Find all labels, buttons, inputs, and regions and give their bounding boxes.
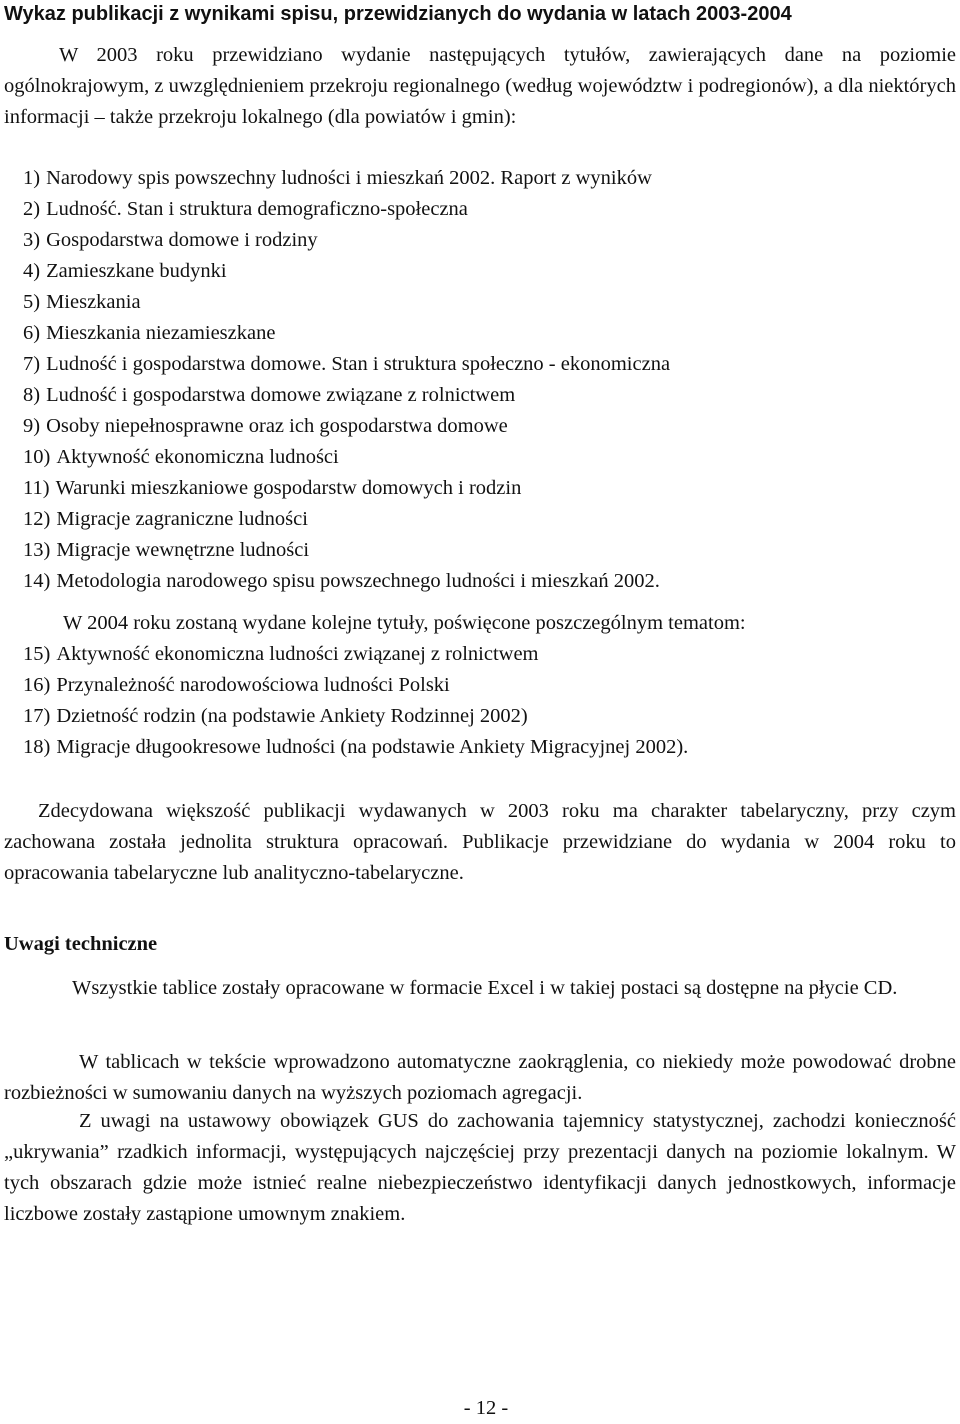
list-item: 3) Gospodarstwa domowe i rodziny: [23, 229, 318, 251]
publications-2004-list: [23, 639, 953, 763]
technical-note-paragraph: Z uwagi na ustawowy obowiązek GUS do zachowania tajemnicy statystycznej, zachodzi konieczność „ukrywania” rzadkich informacji, występujących najczęściej przy prezentacji danych na poziomie lokalnym. W tych obszarach gdzie może istnieć realne niebezpieczeństwo identyfikacji danych jednostkowych, informacje liczbowe zostały zastąpione umownym znakiem.: [4, 1110, 956, 1225]
list-item: 8) Ludność i gospodarstwa domowe związane z rolnictwem: [23, 384, 516, 406]
list-item: 11) Warunki mieszkaniowe gospodarstw domowych i rodzin: [23, 477, 522, 499]
list-item: 9) Osoby niepełnosprawne oraz ich gospodarstwa domowe: [23, 415, 508, 437]
summary-paragraph: Zdecydowana większość publikacji wydawanych w 2003 roku ma charakter tabelaryczny, przy czym zachowana została jednolita struktura opracowań. Publikacje przewidziane do wydania w 2004 roku to opracowania tabelaryczne lub analityczno-tabelaryczne.: [4, 800, 956, 884]
list-item: 15) Aktywność ekonomiczna ludności związanej z rolnictwem: [23, 643, 539, 665]
list-item: 12) Migracje zagraniczne ludności: [23, 508, 308, 530]
list-item: 16) Przynależność narodowościowa ludności Polski: [23, 674, 450, 696]
technical-note-paragraph: Wszystkie tablice zostały opracowane w formacie Excel i w takiej postaci są dostępne na płycie CD.: [72, 977, 898, 999]
list-item: 6) Mieszkania niezamieszkane: [23, 322, 276, 344]
list-item: 2) Ludność. Stan i struktura demograficzno-społeczna: [23, 198, 468, 220]
intro-paragraph: W 2003 roku przewidziano wydanie następujących tytułów, zawierających dane na poziomie ogólnokrajowym, z uwzględnieniem przekroju regionalnego (według województw i podregionów), a dla niektórych informacji – także przekroju lokalnego (dla powiatów i gmin):: [4, 44, 956, 128]
document-title: Wykaz publikacji z wynikami spisu, przewidzianych do wydania w latach 2003-2004: [4, 3, 792, 25]
list-item: 13) Migracje wewnętrzne ludności: [23, 539, 310, 561]
publications-2003-list: [23, 163, 953, 597]
list-item: 17) Dzietność rodzin (na podstawie Ankiety Rodzinnej 2002): [23, 705, 528, 727]
list-item: 7) Ludność i gospodarstwa domowe. Stan i struktura społeczno - ekonomiczna: [23, 353, 671, 375]
list-item: 18) Migracje długookresowe ludności (na podstawie Ankiety Migracyjnej 2002).: [23, 736, 689, 758]
technical-notes-heading: Uwagi techniczne: [4, 933, 158, 955]
technical-note-paragraph: W tablicach w tekście wprowadzono automatyczne zaokrąglenia, co niekiedy może powodować drobne rozbieżności w sumowaniu danych na wyższych poziomach agregacji.: [4, 1051, 956, 1104]
list-item: 5) Mieszkania: [23, 291, 141, 313]
list-item: 10) Aktywność ekonomiczna ludności: [23, 446, 339, 468]
page-number: - 12 -: [463, 1397, 509, 1419]
list-item: 4) Zamieszkane budynki: [23, 260, 227, 282]
intro-2004-paragraph: W 2004 roku zostaną wydane kolejne tytuły, poświęcone poszczególnym tematom:: [63, 612, 746, 634]
list-item: 1) Narodowy spis powszechny ludności i mieszkań 2002. Raport z wyników: [23, 167, 652, 189]
list-item: 14) Metodologia narodowego spisu powszechnego ludności i mieszkań 2002.: [23, 570, 660, 592]
